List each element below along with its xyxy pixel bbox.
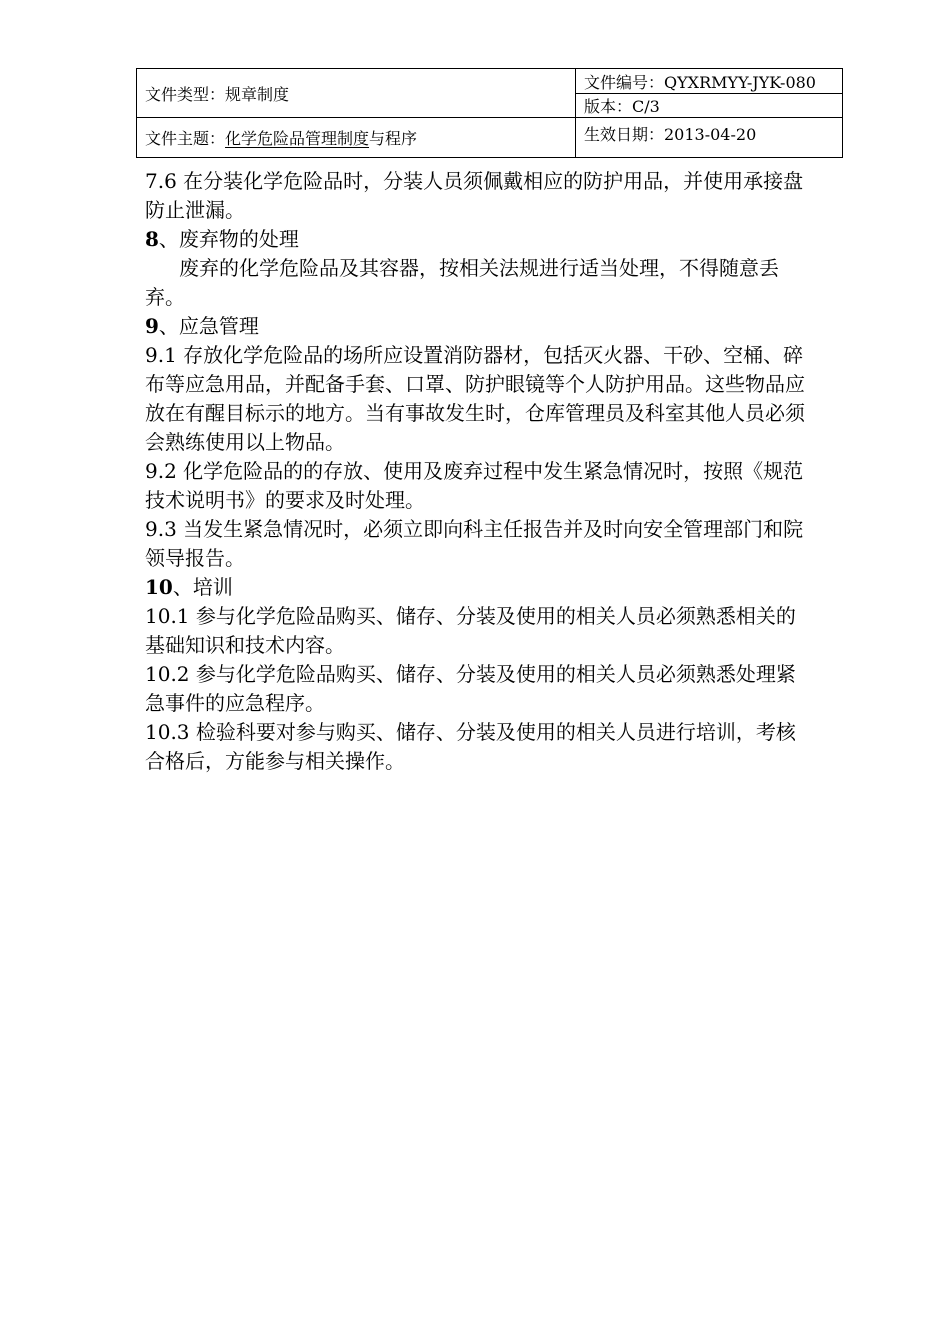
doc-type-value: 规章制度 (225, 84, 290, 104)
doc-version: 版本：C/3 (576, 94, 843, 118)
paragraph-10-3: 10.3 检验科要对参与购买、储存、分装及使用的相关人员进行培训，考核合格后，方能参与相关操作。 (145, 720, 796, 773)
paragraph-9-1: 9.1 存放化学危险品的场所应设置消防器材，包括灭火器、干砂、空桶、碎布等应急用品，并配备手套、口罩、防护眼镜等个人防护用品。这些物品应放在有醒目标示的地方。当有事故发生时，仓库管理员及科室其他人员必须会熟练使用以上物品。 (145, 343, 805, 454)
document-body (145, 167, 815, 776)
doc-subject-rest: 与程序 (369, 129, 418, 148)
section-10-number: 10 (145, 575, 173, 599)
paragraph-10-2: 10.2 参与化学危险品购买、储存、分装及使用的相关人员必须熟悉处理紧急事件的应急程序。 (145, 662, 796, 715)
paragraph-8: 废弃的化学危险品及其容器，按相关法规进行适当处理，不得随意丢弃。 (145, 256, 779, 309)
doc-number: 文件编号：QYXRMYY-JYK-080 (576, 69, 843, 94)
section-10-title: 、培训 (172, 575, 233, 599)
doc-subject-label: 文件主题： (145, 129, 226, 148)
paragraph-7-6: 7.6 在分装化学危险品时，分装人员须佩戴相应的防护用品，并使用承接盘防止泄漏。 (145, 169, 804, 222)
section-9-heading (145, 312, 815, 341)
doc-subject-underlined: 化学危险品管理制度 (225, 129, 370, 148)
paragraph-10-1: 10.1 参与化学危险品购买、储存、分装及使用的相关人员必须熟悉相关的基础知识和技术内容。 (145, 604, 796, 657)
section-9-number: 9 (145, 314, 159, 338)
section-10-heading (145, 573, 815, 602)
section-9-title: 、应急管理 (158, 314, 259, 338)
paragraph-9-3: 9.3 当发生紧急情况时，必须立即向科主任报告并及时向安全管理部门和院领导报告。 (145, 517, 804, 570)
doc-type-label: 文件类型： (145, 84, 226, 104)
doc-subject-cell (137, 118, 576, 158)
document-header-table (136, 68, 843, 158)
paragraph-9-2: 9.2 化学危险品的的存放、使用及废弃过程中发生紧急情况时，按照《规范技术说明书》的要求及时处理。 (145, 459, 804, 512)
doc-type-cell (137, 69, 576, 118)
section-8-title: 、废弃物的处理 (158, 227, 299, 251)
section-8-number: 8 (145, 227, 159, 251)
section-8-heading (145, 225, 815, 254)
doc-effective-date: 生效日期：2013-04-20 (576, 118, 843, 158)
